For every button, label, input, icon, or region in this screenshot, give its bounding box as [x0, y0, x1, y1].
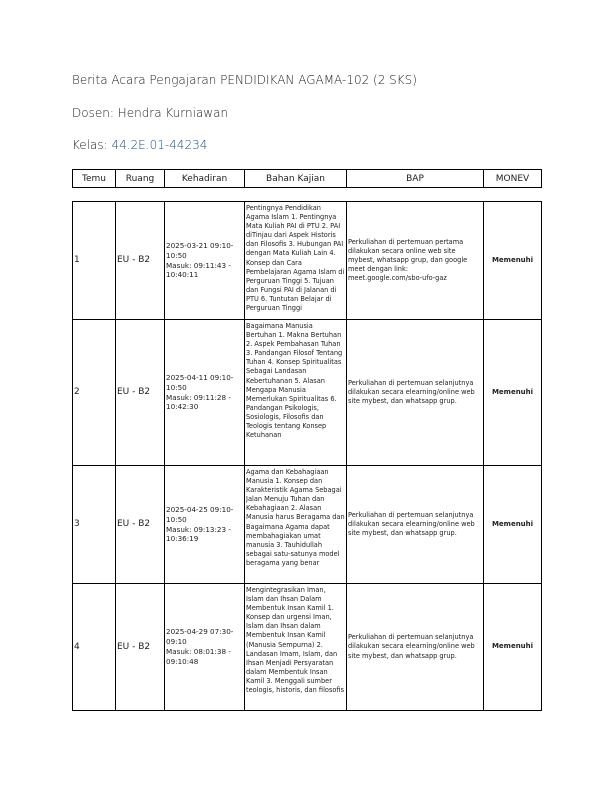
- schedule-time: 2025-03-21 09:10-10:50: [166, 240, 234, 260]
- column-header-bahan-kajian: Bahan Kajian: [245, 170, 347, 188]
- cell-temu: 3: [73, 466, 116, 584]
- check-in-time: Masuk: 09:11:43 - 10:40:11: [166, 260, 231, 280]
- cell-bahan-kajian: [245, 584, 347, 711]
- column-header-kehadiran: Kehadiran: [165, 170, 245, 188]
- lecturer-name: Dosen: Hendra Kurniawan: [72, 106, 229, 120]
- cell-monev: Memenuhi: [484, 202, 542, 320]
- bahan-text: Mengintegrasikan Iman, Islam dan Ihsan Dalam Membentuk Insan Kamil 1. Konsep dan urgensi Iman, Islam dan Ihsan dalam Membentuk Insan Kamil (Manusia Sempurna) 2. Landasan Imam, Islam, dan Ihsan Menjadi Persyaratan dalam Membentuk Insan Kamil 3. Menggali sumber teologis, historis, dan filosofis: [246, 586, 345, 695]
- column-header-bap: BAP: [347, 170, 484, 188]
- cell-bahan-kajian: [245, 466, 347, 584]
- cell-ruang: EU - B2: [116, 466, 165, 584]
- class-label: Kelas:: [72, 138, 112, 152]
- table-row: [73, 202, 542, 320]
- bahan-text: Pentingnya Pendidikan Agama Islam 1. Pentingnya Mata Kuliah PAI di PTU 2. PAI diTinjau dari Aspek Historis dan Filosofis 3. Hubungan PAI dengan Mata Kuliah Lain 4. Konsep dan Cara Pembelajaran Agama Islam di Perguruan Tinggi 5. Tujuan dan Fungsi PAI di Jalanan di PTU 6. Tuntutan Belajar di Perguruan Tinggi: [246, 204, 345, 313]
- cell-bahan-kajian: [245, 320, 347, 466]
- cell-monev: Memenuhi: [484, 320, 542, 466]
- bahan-text: Bagaimana Manusia Bertuhan 1. Makna Bertuhan 2. Aspek Pembahasan Tuhan 3. Pandangan Filosof Tentang Tuhan 4. Konsep Spiritualitas Sebagai Landasan Kebertuhanan 5. Alasan Mengapa Manusia Memerlukan Spiritualitas 6. Pandangan Psikologis, Sosiologis, Filosofis dan Teologis tentang Konsep Ketuhanan: [246, 322, 343, 440]
- schedule-time: 2025-04-29 07:30-09:10: [166, 627, 234, 647]
- schedule-time: 2025-04-11 09:10-10:50: [166, 372, 234, 392]
- cell-monev: Memenuhi: [484, 584, 542, 711]
- cell-temu: 1: [73, 202, 116, 320]
- table-row: [73, 320, 542, 466]
- document-title: Berita Acara Pengajaran PENDIDIKAN AGAMA-102 (2 SKS): [72, 73, 417, 87]
- table-header: [72, 169, 542, 188]
- cell-temu: 2: [73, 320, 116, 466]
- check-in-time: Masuk: 09:11:28 - 10:42:30: [166, 392, 231, 412]
- bahan-text: Agama dan Kebahagiaan Manusia 1. Konsep dan Karakteristik Agama Sebagai Jalan Menuju Tuhan dan Kebahagiaan 2. Alasan Manusia harus Beragama dan Bagaimana Agama dapat membahagiakan umat manusia 3. Tauhidullah sebagai satu-satunya model beragama yang benar: [246, 468, 345, 567]
- check-in-time: Masuk: 08:01:38 - 09:10:48: [166, 647, 231, 666]
- schedule-time: 2025-04-25 09:10-10:50: [166, 504, 234, 524]
- cell-bap: Perkuliahan di pertemuan selanjutnya dilakukan secara elearning/online web site mybest, dan whatsapp grup.: [347, 584, 484, 711]
- cell-ruang: EU - B2: [116, 584, 165, 711]
- cell-kehadiran: [165, 202, 245, 320]
- class-code: 44.2E.01-44234: [111, 138, 208, 152]
- cell-kehadiran: [165, 466, 245, 584]
- column-header-temu: Temu: [73, 170, 116, 188]
- class-line: [72, 138, 207, 152]
- cell-kehadiran: [165, 320, 245, 466]
- column-header-ruang: Ruang: [116, 170, 165, 188]
- cell-ruang: EU - B2: [116, 202, 165, 320]
- column-header-monev: MONEV: [484, 170, 542, 188]
- cell-bap: Perkuliahan di pertemuan selanjutnya dilakukan secara elearning/online web site mybest, dan whatsapp grup.: [347, 466, 484, 584]
- table-row: [73, 584, 542, 711]
- check-in-time: Masuk: 09:13:23 - 10:36:19: [166, 524, 231, 544]
- cell-bap: Perkuliahan di pertemuan selanjutnya dilakukan secara elearning/online web site mybest, dan whatsapp grup.: [347, 320, 484, 466]
- cell-bahan-kajian: [245, 202, 347, 320]
- cell-monev: Memenuhi: [484, 466, 542, 584]
- cell-bap: Perkuliahan di pertemuan pertama dilakukan secara online web site mybest, whatsapp grup, dan google meet dengan link: meet.google.com/sbo-ufo-gaz: [347, 202, 484, 320]
- cell-temu: 4: [73, 584, 116, 711]
- cell-kehadiran: [165, 584, 245, 711]
- table-row: [73, 466, 542, 584]
- meetings-table: [72, 201, 542, 711]
- cell-ruang: EU - B2: [116, 320, 165, 466]
